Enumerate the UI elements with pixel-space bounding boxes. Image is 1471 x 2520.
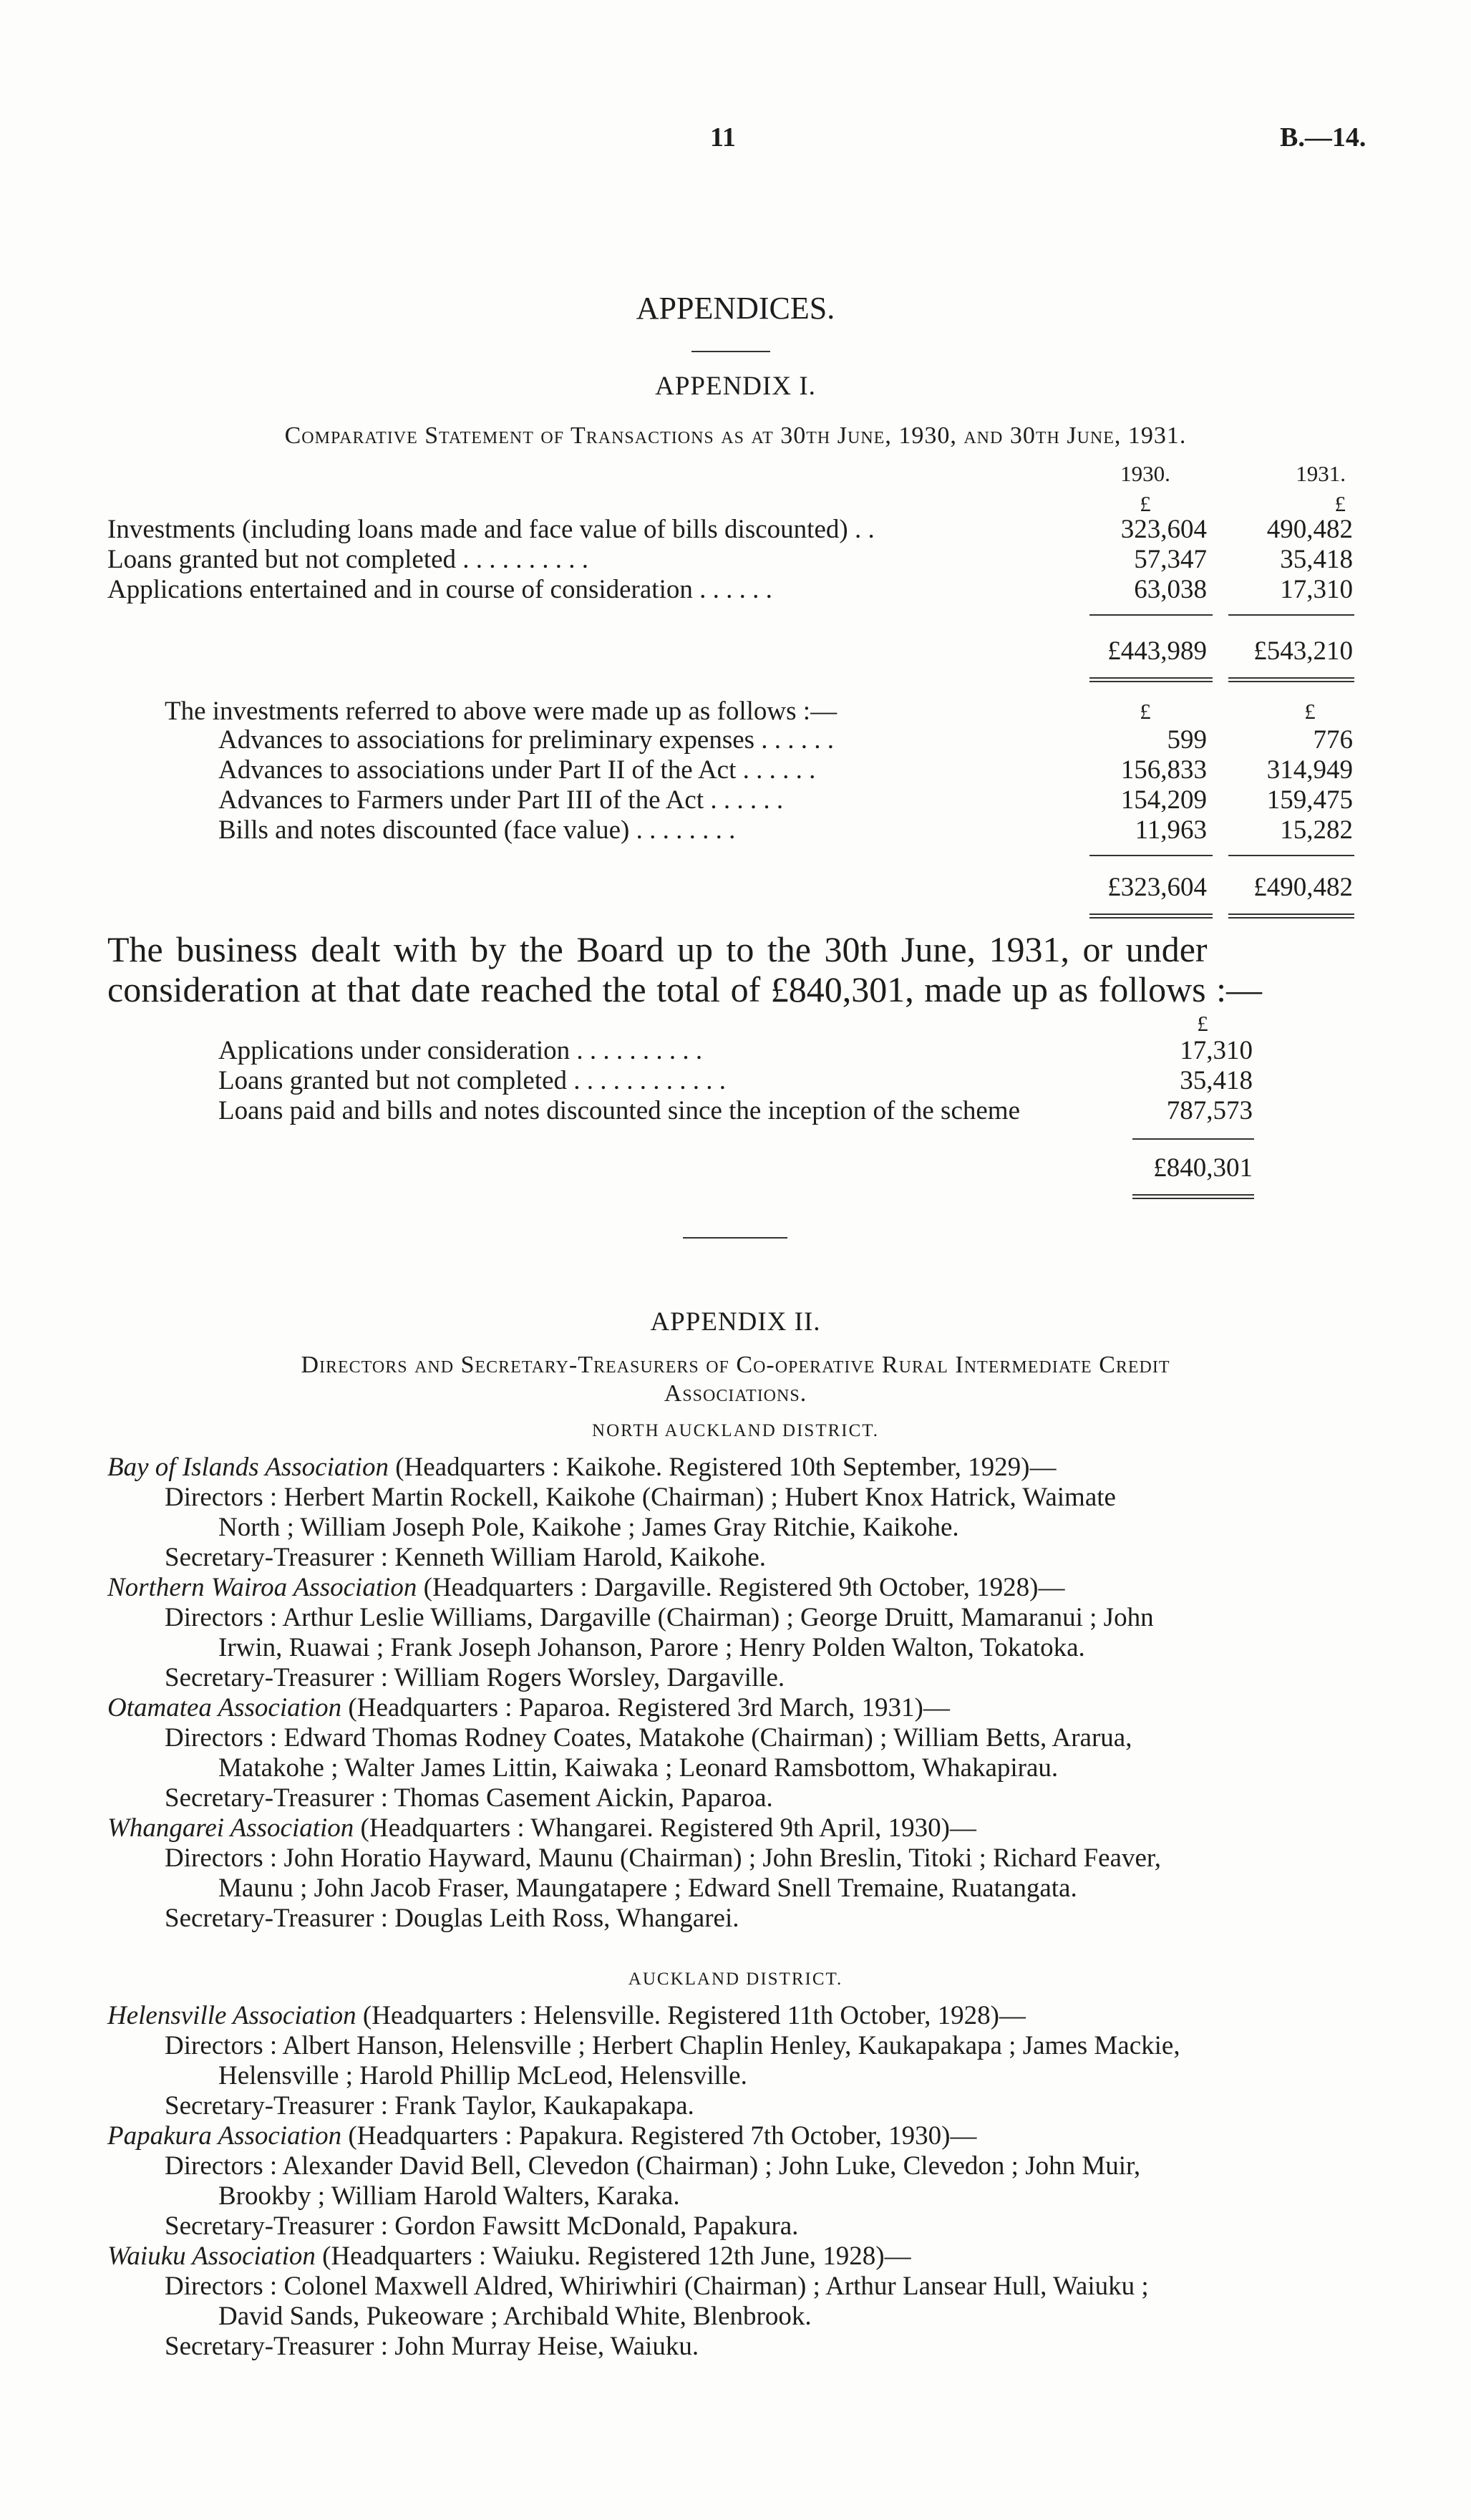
breakdown-value-1930: 11,963 [1135,815,1207,845]
row-value-1930: 323,604 [1120,515,1207,544]
breakdown-value-1931: 776 [1313,725,1353,755]
breakdown-double-rule-1930 [1089,914,1213,919]
association-directors-cont: Brookby ; William Harold Walters, Karaka. [218,2181,680,2211]
col-1931-currency: £ [1334,491,1346,516]
association-directors-cont: Helensville ; Harold Phillip McLeod, Helensville. [218,2061,747,2090]
title-divider [691,351,770,352]
district-heading: AUCKLAND DISTRICT. [628,1969,843,1989]
row-label: Loans granted but not completed . . . . . . . . . . [107,545,589,574]
page-number: 11 [710,122,736,152]
association-directors-cont: Irwin, Ruawai ; Frank Joseph Johanson, Parore ; Henry Polden Walton, Tokatoka. [218,1633,1085,1662]
row-value-1931: 35,418 [1280,545,1353,574]
document-reference: B.—14. [1280,122,1366,152]
appendix-1-subtitle: Comparative Statement of Transactions as at 30th June, 1930, and 30th June, 1931. [284,422,1187,449]
association-heading: Papakura Association (Headquarters : Papakura. Registered 7th October, 1930)— [107,2121,977,2151]
row-label: Applications entertained and in course of consideration . . . . . . [107,575,772,604]
business-paragraph-line2: consideration at that date reached the total of £840,301, made up as follows :— [107,969,1263,1009]
association-heading: Whangarei Association (Headquarters : Whangarei. Registered 9th April, 1930)— [107,1813,976,1843]
association-directors: Directors : Edward Thomas Rodney Coates, Matakohe (Chairman) ; William Betts, Ararua, [165,1723,1132,1753]
page-title: APPENDICES. [636,291,835,326]
row-value-1930: 63,038 [1134,575,1207,604]
association-secretary: Secretary-Treasurer : Kenneth William Harold, Kaikohe. [165,1543,766,1572]
appendix-1-heading: APPENDIX I. [655,372,816,401]
breakdown-label: Advances to Farmers under Part III of the Act . . . . . . [218,785,784,815]
association-heading: Otamatea Association (Headquarters : Paparoa. Registered 3rd March, 1931)— [107,1693,950,1722]
association-directors: Directors : Arthur Leslie Williams, Dargaville (Chairman) ; George Druitt, Mamaranui ; John [165,1603,1154,1632]
breakdown-label: Advances to associations under Part II of the Act . . . . . . [218,755,816,785]
subtotal-rule-1930 [1089,614,1213,616]
business-total: £840,301 [1153,1153,1253,1183]
business-subtotal-rule [1132,1138,1254,1140]
business-double-rule [1132,1194,1254,1199]
association-directors: Directors : Colonel Maxwell Aldred, Whiriwhiri (Chairman) ; Arthur Lansear Hull, Waiuku ; [165,2272,1149,2301]
association-heading: Helensville Association (Headquarters : Helensville. Registered 11th October, 1928)— [107,2001,1026,2030]
association-heading: Waiuku Association (Headquarters : Waiuku. Registered 12th June, 1928)— [107,2242,911,2271]
breakdown-double-rule-1931 [1228,914,1354,919]
business-row-label: Loans granted but not completed . . . . . . . . . . . . [218,1066,727,1095]
association-heading: Bay of Islands Association (Headquarters : Kaikohe. Registered 10th September, 1929)— [107,1453,1057,1482]
breakdown-value-1930: 599 [1167,725,1207,755]
breakdown-value-1930: 156,833 [1120,755,1207,785]
row-value-1931: 490,482 [1266,515,1353,544]
breakdown-total-1930: £323,604 [1107,873,1207,902]
subtotal-rule-1931 [1228,614,1354,616]
row-label: Investments (including loans made and face value of bills discounted) . . [107,515,875,544]
association-directors-cont: Maunu ; John Jacob Fraser, Maungatapere ; Edward Snell Tremaine, Ruatangata. [218,1874,1077,1903]
association-directors-cont: North ; William Joseph Pole, Kaikohe ; James Gray Ritchie, Kaikohe. [218,1513,959,1542]
appendix-2-subtitle-line2: Associations. [664,1380,807,1407]
breakdown-intro: The investments referred to above were made up as follows :— [165,697,838,726]
association-directors-cont: David Sands, Pukeoware ; Archibald White, Blenbrook. [218,2302,812,2331]
business-row-value: 35,418 [1180,1066,1253,1095]
association-directors: Directors : John Horatio Hayward, Maunu (Chairman) ; John Breslin, Titoki ; Richard Feaver, [165,1843,1161,1873]
association-secretary: Secretary-Treasurer : Douglas Leith Ross, Whangarei. [165,1904,739,1933]
row-value-1930: 57,347 [1134,545,1207,574]
total-1931: £543,210 [1253,636,1353,666]
business-row-value: 17,310 [1180,1036,1253,1065]
business-paragraph-line1: The business dealt with by the Board up to the 30th June, 1931, or under [107,929,1208,969]
association-secretary: Secretary-Treasurer : Thomas Casement Aickin, Paparoa. [165,1783,773,1813]
business-row-label: Loans paid and bills and notes discounted since the inception of the scheme [218,1096,1020,1125]
district-heading: NORTH AUCKLAND DISTRICT. [592,1421,879,1440]
association-directors: Directors : Herbert Martin Rockell, Kaikohe (Chairman) ; Hubert Knox Hatrick, Waimate [165,1483,1116,1512]
appendix-2-heading: APPENDIX II. [650,1307,821,1337]
business-currency: £ [1197,1011,1208,1036]
association-secretary: Secretary-Treasurer : Frank Taylor, Kaukapakapa. [165,2091,694,2121]
breakdown-value-1931: 159,475 [1266,785,1353,815]
association-secretary: Secretary-Treasurer : William Rogers Worsley, Dargaville. [165,1663,785,1692]
breakdown-label: Bills and notes discounted (face value) . . . . . . . . [218,815,736,845]
row-value-1931: 17,310 [1280,575,1353,604]
breakdown-currency-1931: £ [1304,699,1316,724]
breakdown-value-1930: 154,209 [1120,785,1207,815]
section-divider [683,1237,787,1239]
business-row-value: 787,573 [1166,1096,1253,1125]
business-row-label: Applications under consideration . . . . . . . . . . [218,1036,703,1065]
appendix-2-subtitle-line1: Directors and Secretary-Treasurers of Co-operative Rural Intermediate Credit [301,1352,1170,1378]
breakdown-subtotal-rule-1931 [1228,855,1354,856]
total-1930: £443,989 [1107,636,1207,666]
association-secretary: Secretary-Treasurer : Gordon Fawsitt McDonald, Papakura. [165,2211,799,2241]
col-1931-year: 1931. [1296,461,1346,486]
association-heading: Northern Wairoa Association (Headquarters : Dargaville. Registered 9th October, 1928)— [107,1573,1065,1602]
breakdown-currency-1930: £ [1140,699,1151,724]
col-1930-currency: £ [1140,491,1151,516]
association-directors-cont: Matakohe ; Walter James Littin, Kaiwaka ; Leonard Ramsbottom, Whakapirau. [218,1753,1059,1783]
breakdown-subtotal-rule-1930 [1089,855,1213,856]
breakdown-total-1931: £490,482 [1253,873,1353,902]
association-directors: Directors : Alexander David Bell, Clevedon (Chairman) ; John Luke, Clevedon ; John Muir, [165,2151,1141,2181]
breakdown-value-1931: 314,949 [1266,755,1353,785]
total-double-rule-1931 [1228,677,1354,682]
total-double-rule-1930 [1089,677,1213,682]
breakdown-label: Advances to associations for preliminary expenses . . . . . . [218,725,835,755]
association-directors: Directors : Albert Hanson, Helensville ; Herbert Chaplin Henley, Kaukapakapa ; James Mackie, [165,2031,1180,2060]
col-1930-year: 1930. [1120,461,1170,486]
breakdown-value-1931: 15,282 [1280,815,1353,845]
association-secretary: Secretary-Treasurer : John Murray Heise, Waiuku. [165,2332,699,2361]
